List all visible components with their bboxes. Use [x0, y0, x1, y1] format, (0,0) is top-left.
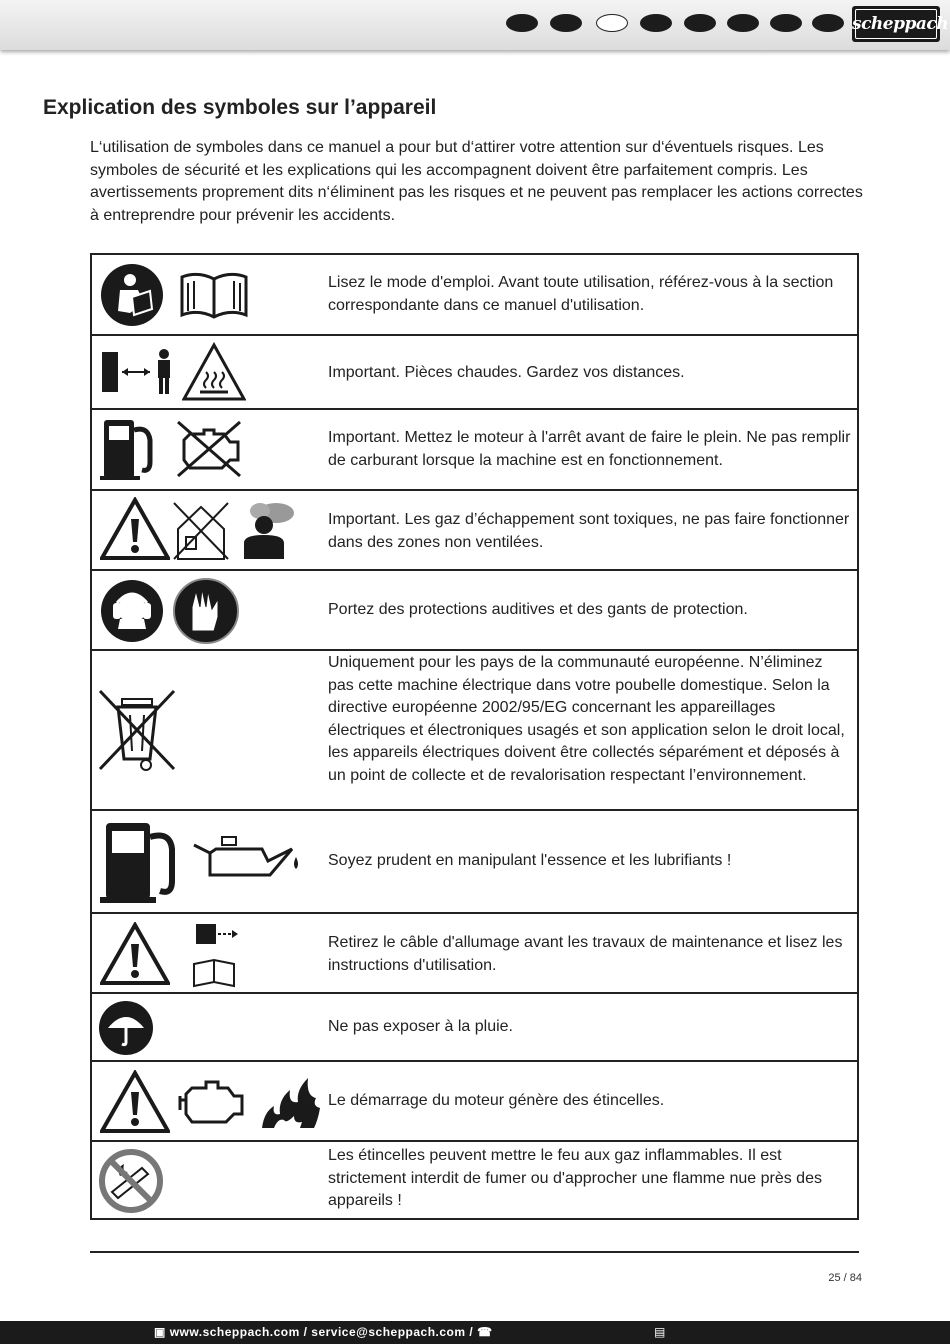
hot-surface-warning-icon: [182, 342, 246, 402]
fire-icon: [260, 1076, 322, 1130]
fax-icon: ▤: [654, 1325, 666, 1339]
keep-distance-icon: [100, 346, 176, 398]
nav-dot-5[interactable]: [684, 14, 716, 32]
nav-dot-7[interactable]: [770, 14, 802, 32]
footer-text[interactable]: www.scheppach.com / service@scheppach.com /: [169, 1325, 474, 1339]
row-text: Lisez le mode d'emploi. Avant toute utilisation, référez-vous à la section correspondante dans ce manuel d'utilisation.: [328, 274, 834, 314]
row-text: Le démarrage du moteur génère des étincelles.: [328, 1092, 665, 1109]
symbol-row: [90, 1142, 859, 1220]
row-text: Portez des protections auditives et des gants de protection.: [328, 601, 748, 618]
phone-icon: ☎: [477, 1325, 493, 1339]
symbol-row: [90, 811, 859, 914]
row-icons: [96, 994, 322, 1060]
top-header-bar: [0, 0, 950, 50]
symbol-row: [90, 571, 859, 651]
open-book-icon: [180, 271, 248, 321]
row-text: Ne pas exposer à la pluie.: [328, 1018, 513, 1035]
symbol-row: [90, 914, 859, 994]
row-text: Soyez prudent en manipulant l'essence et les lubrifiants !: [328, 852, 732, 869]
intro-paragraph: L‘utilisation de symboles dans ce manuel a pour but d‘attirer votre attention sur d‘éventuels risques. Les symboles de sécurité et les explications qui les accompagnent doivent être parfaitement compris. Les avertissements proprement dits n‘éliminent pas les risques et ne peuvent pas remplacer les actions correctes à entreprendre pour prévenir les accidents.: [90, 139, 863, 224]
symbol-row: [90, 336, 859, 410]
no-indoor-use-icon: [172, 501, 230, 561]
nav-dot-4[interactable]: [640, 14, 672, 32]
nav-dot-1[interactable]: [506, 14, 538, 32]
row-icons: [96, 255, 322, 334]
spark-plug-manual-icon: [192, 920, 244, 988]
row-icons: [96, 811, 322, 912]
umbrella-icon: [98, 1000, 154, 1056]
crossed-bin-icon: [98, 689, 178, 773]
computer-icon: ▣: [154, 1325, 166, 1339]
row-icons: [96, 914, 322, 992]
symbol-row: [90, 1062, 859, 1142]
scheppach-logo: [852, 6, 949, 42]
fuel-pump-icon: [100, 416, 160, 482]
row-icons: [96, 336, 322, 408]
footer-divider: [90, 1251, 859, 1253]
no-smoking-icon: [98, 1148, 164, 1214]
read-manual-icon: [100, 263, 164, 327]
symbol-row: [90, 491, 859, 571]
row-icons: [96, 1062, 322, 1140]
row-text: Important. Mettez le moteur à l'arrêt avant de faire le plein. Ne pas remplir de carburant lorsque la machine est en fonctionnement.: [328, 429, 851, 469]
nav-dot-6[interactable]: [727, 14, 759, 32]
warning-triangle-icon: [100, 497, 170, 561]
gloves-icon: [172, 577, 240, 645]
logo-text: scheppach: [852, 14, 949, 34]
row-text: Retirez le câble d'allumage avant les travaux de maintenance et lisez les instructions d'utilisation.: [328, 934, 843, 974]
row-icons: [96, 410, 322, 489]
nav-dot-2[interactable]: [550, 14, 582, 32]
row-text: Important. Les gaz d’échappement sont toxiques, ne pas faire fonctionner dans des zones non ventilées.: [328, 511, 850, 551]
warning-triangle-icon: [100, 922, 170, 986]
nav-dot-8[interactable]: [812, 14, 844, 32]
fuel-pump-icon: [100, 819, 180, 905]
symbol-row: [90, 651, 859, 811]
footer-bar: [0, 1321, 950, 1344]
symbol-row: [90, 994, 859, 1062]
row-icons: [96, 491, 322, 569]
ear-protection-icon: [100, 579, 164, 643]
nav-dot-3[interactable]: [596, 14, 628, 32]
engine-icon: [178, 1076, 246, 1128]
warning-triangle-icon: [100, 1070, 170, 1134]
footer-contact: [154, 1321, 493, 1344]
row-text: Les étincelles peuvent mettre le feu aux gaz inflammables. Il est strictement interdit de fumer ou d'approcher une flamme nue près des appareils !: [328, 1147, 822, 1209]
page-title: Explication des symboles sur l’appareil: [43, 96, 437, 119]
symbol-row: [90, 255, 859, 336]
symbols-table: [90, 253, 859, 1220]
page-number: 25 / 84: [828, 1272, 862, 1284]
row-icons: [96, 571, 322, 649]
symbol-row: [90, 410, 859, 491]
row-icons: [96, 1142, 322, 1218]
oil-can-icon: [192, 835, 304, 885]
row-text: Important. Pièces chaudes. Gardez vos distances.: [328, 364, 685, 381]
toxic-fumes-icon: [236, 499, 298, 561]
row-icons: [96, 651, 322, 809]
row-text: Uniquement pour les pays de la communauté européenne. N’éliminez pas cette machine électrique dans votre poubelle domestique. Selon la directive européenne 2002/95/EG concernant les appareillages électriques et électroniques usagés et son application selon le droit local, les appareils électriques doivent être collectés séparément et déposés à un point de collecte et de revalorisation respectant l’environnement.: [328, 654, 845, 784]
engine-crossed-icon: [176, 420, 242, 478]
